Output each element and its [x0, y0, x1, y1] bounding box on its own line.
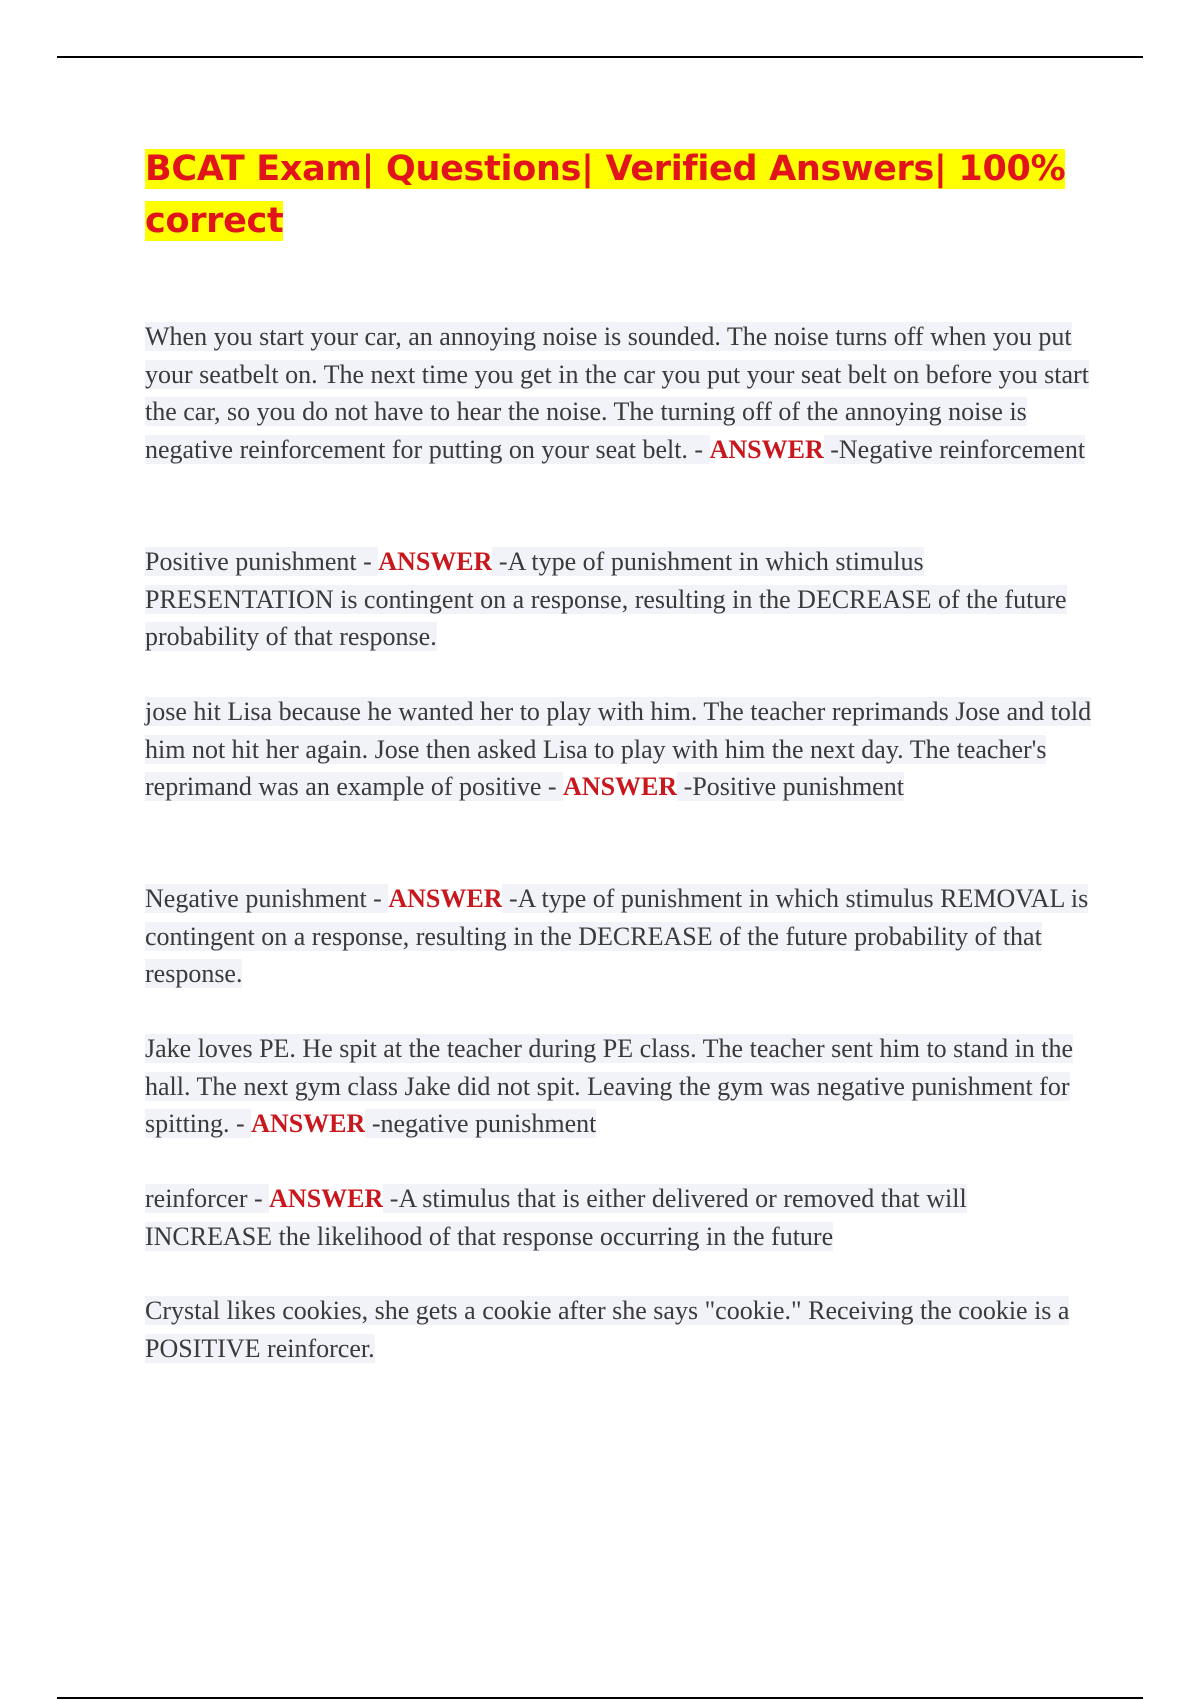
- answer-label: ANSWER: [269, 1184, 384, 1213]
- question-text: Jake loves PE. He spit at the teacher during PE class. The teacher sent him to stand in the hall. The next gym class Jake did not spit. Leaving the gym was negative punishment for spitting. -: [145, 1034, 1074, 1138]
- question-text: Negative punishment -: [145, 884, 389, 913]
- answer-label: ANSWER: [709, 434, 824, 464]
- answer-text: -A stimulus that is either delivered or removed that will INCREASE the likelihood of that response occurring in the future: [145, 1184, 967, 1251]
- final-text: Crystal likes cookies, she gets a cookie after she says "cookie." Receiving the cookie is a POSITIVE reinforcer.: [145, 1296, 1070, 1363]
- qa-item: [145, 1180, 1095, 1255]
- qa-item: [145, 318, 1095, 468]
- qa-item: [145, 693, 1095, 806]
- answer-text: -A type of punishment in which stimulus REMOVAL is contingent on a response, resulting in the DECREASE of the future probability of that response.: [145, 884, 1089, 988]
- question-text: When you start your car, an annoying noise is sounded. The noise turns off when you put your seatbelt on. The next time you get in the car you put your seat belt on before you start the car, so you do not have to hear the noise. The turning off of the annoying noise is negative reinforcement for putting on your seat belt. -: [145, 322, 1089, 464]
- answer-label: ANSWER: [388, 884, 503, 913]
- answer-text: -negative punishment: [365, 1109, 597, 1138]
- answer-text: -A type of punishment in which stimulus PRESENTATION is contingent on a response, resulting in the DECREASE of the future probability of that response.: [145, 547, 1067, 651]
- top-rule: [57, 56, 1143, 58]
- title-highlight: BCAT Exam| Questions| Verified Answers| 100% correct: [145, 149, 1066, 241]
- bottom-rule: [57, 1697, 1143, 1699]
- document-title: [145, 143, 1095, 247]
- qa-item-final: [145, 1292, 1095, 1367]
- answer-label: ANSWER: [563, 772, 678, 801]
- qa-item: [145, 1030, 1095, 1143]
- answer-text: -Positive punishment: [677, 772, 904, 801]
- answer-text: -Negative reinforcement: [823, 434, 1086, 464]
- answer-label: ANSWER: [251, 1109, 366, 1138]
- answer-label: ANSWER: [378, 547, 493, 576]
- question-text: reinforcer -: [145, 1184, 270, 1213]
- question-text: Positive punishment -: [145, 547, 379, 576]
- qa-item: [145, 543, 1095, 656]
- question-text: jose hit Lisa because he wanted her to play with him. The teacher reprimands Jose and told him not hit her again. Jose then asked Lisa to play with him the next day. The teacher's reprimand was an example of positive -: [145, 697, 1092, 801]
- qa-item: [145, 880, 1095, 993]
